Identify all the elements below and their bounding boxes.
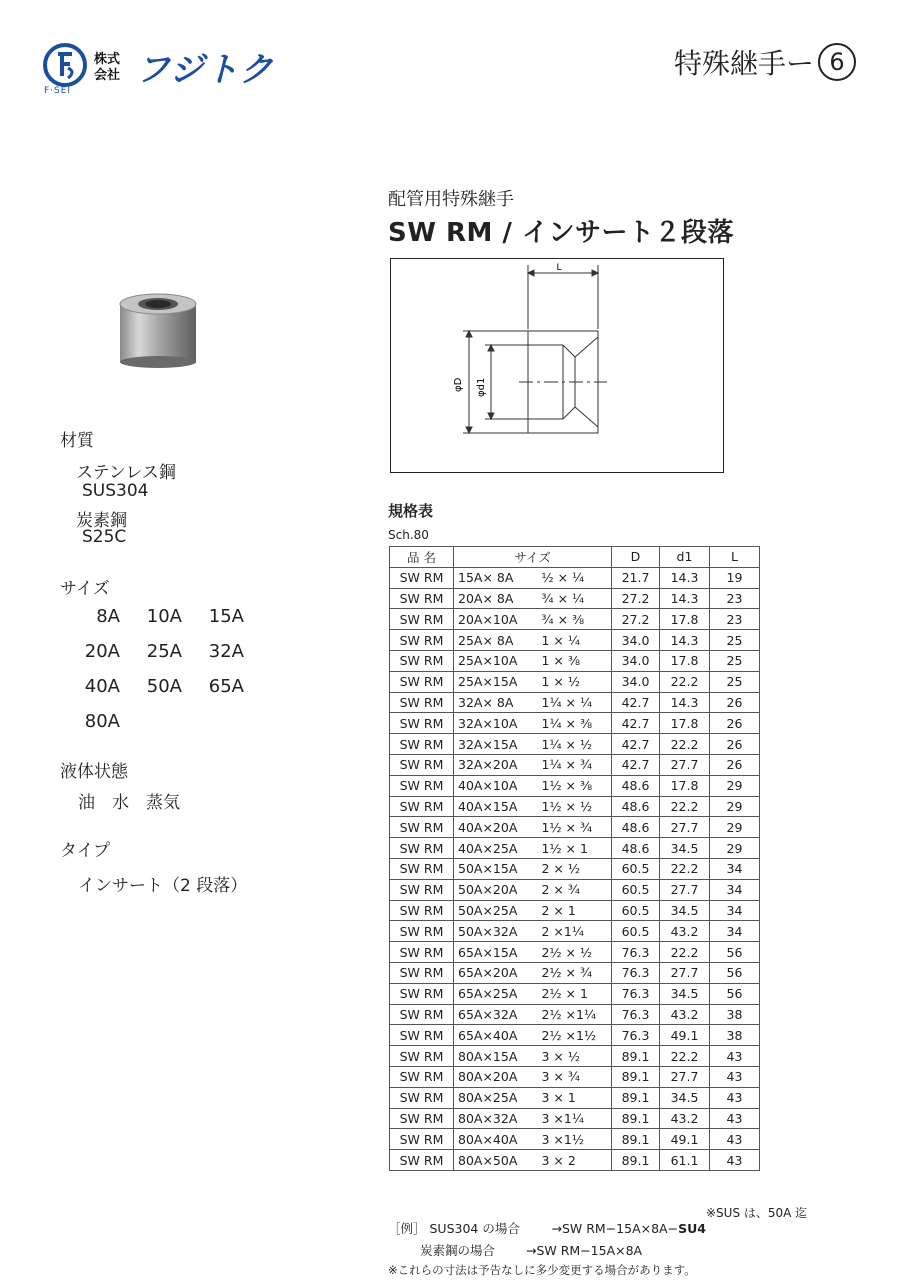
cell-size-nominal: 65A×40A [454,1025,528,1046]
cell-D: 76.3 [612,962,660,983]
cell-D: 89.1 [612,1150,660,1171]
example-2 [420,1241,642,1259]
diagram-drawing [391,259,723,472]
cell-L: 38 [710,1025,760,1046]
cell-L: 23 [710,588,760,609]
cell-L: 26 [710,754,760,775]
table-row [390,1046,760,1067]
dimension-diagram [390,258,724,473]
cell-size-nominal: 40A×15A [454,796,528,817]
cell-size-inch: 2 × ¾ [528,879,612,900]
cell-size-inch: 1½ × 1 [528,838,612,859]
cell-d1: 22.2 [660,1046,710,1067]
cell-D: 48.6 [612,838,660,859]
material-2-code: S25C [82,527,127,547]
cell-name: SW RM [390,754,454,775]
cell-D: 27.2 [612,609,660,630]
cell-size-inch: 3 × ¾ [528,1066,612,1087]
cell-d1: 49.1 [660,1129,710,1150]
cell-L: 23 [710,609,760,630]
cell-d1: 27.7 [660,879,710,900]
cell-L: 29 [710,796,760,817]
table-row [390,900,760,921]
disclaimer: ※これらの寸法は予告なしに多少変更する場合があります。 [388,1263,696,1277]
table-row [390,588,760,609]
table-row [390,1108,760,1129]
cell-size-nominal: 80A×20A [454,1066,528,1087]
table-row [390,962,760,983]
cell-name: SW RM [390,796,454,817]
size-item: 65A [208,676,244,697]
cell-L: 43 [710,1046,760,1067]
cell-size-nominal: 32A×20A [454,754,528,775]
cell-name: SW RM [390,942,454,963]
cell-d1: 17.8 [660,713,710,734]
category-label: 特殊継手ー [673,47,814,80]
cell-size-inch: 1¼ × ¼ [528,692,612,713]
cell-D: 34.0 [612,650,660,671]
cell-d1: 27.7 [660,962,710,983]
cell-size-nominal: 40A×25A [454,838,528,859]
cell-size-inch: 1½ × ½ [528,796,612,817]
table-row [390,921,760,942]
cell-name: SW RM [390,1004,454,1025]
table-row [390,817,760,838]
cell-L: 43 [710,1129,760,1150]
table-row [390,775,760,796]
cell-name: SW RM [390,817,454,838]
cell-D: 48.6 [612,796,660,817]
cell-size-inch: ¾ × ¼ [528,588,612,609]
cell-name: SW RM [390,1046,454,1067]
cell-d1: 34.5 [660,838,710,859]
category-number: 6 [818,43,856,81]
cell-size-inch: 1 × ¼ [528,630,612,651]
table-row [390,754,760,775]
cell-D: 76.3 [612,1004,660,1025]
material-heading: 材質 [60,431,94,451]
cell-D: 76.3 [612,983,660,1004]
sus-note: ※SUS は、50A 迄 [706,1206,808,1220]
cell-name: SW RM [390,1087,454,1108]
cell-d1: 14.3 [660,588,710,609]
cell-L: 25 [710,630,760,651]
cell-size-inch: 2 ×1¼ [528,921,612,942]
cell-L: 34 [710,879,760,900]
company-type-line2: 会社 [94,68,121,83]
material-1-code: SUS304 [82,481,149,501]
cell-name: SW RM [390,734,454,755]
cell-L: 29 [710,817,760,838]
cell-size-nominal: 80A×40A [454,1129,528,1150]
label-phi-d1: φd1 [476,377,487,397]
cell-name: SW RM [390,609,454,630]
company-type-line1: 株式 [94,52,121,67]
cell-name: SW RM [390,588,454,609]
cell-L: 25 [710,671,760,692]
table-row [390,983,760,1004]
cell-name: SW RM [390,1108,454,1129]
cell-d1: 27.7 [660,817,710,838]
cell-size-nominal: 25A× 8A [454,630,528,651]
cell-size-inch: 3 × 2 [528,1150,612,1171]
size-item: 25A [146,641,182,662]
example-1-suffix: SU4 [678,1221,706,1236]
table-row [390,671,760,692]
cell-size-inch: 2½ ×1¼ [528,1004,612,1025]
cell-name: SW RM [390,775,454,796]
cell-L: 34 [710,921,760,942]
table-header-row [390,547,760,568]
cell-size-nominal: 50A×32A [454,921,528,942]
cell-D: 76.3 [612,942,660,963]
cell-name: SW RM [390,983,454,1004]
cell-size-nominal: 50A×25A [454,900,528,921]
table-row [390,609,760,630]
cell-D: 89.1 [612,1066,660,1087]
cell-size-inch: ¾ × ⅜ [528,609,612,630]
table-row [390,734,760,755]
cell-d1: 27.7 [660,754,710,775]
cell-size-inch: 1¼ × ⅜ [528,713,612,734]
cell-size-nominal: 40A×20A [454,817,528,838]
cell-d1: 34.5 [660,983,710,1004]
cell-D: 34.0 [612,630,660,651]
cell-size-nominal: 25A×15A [454,671,528,692]
cell-size-inch: 3 × 1 [528,1087,612,1108]
material-1-name: ステンレス鋼 [76,463,176,483]
label-phi-D: φD [453,377,464,392]
cell-d1: 17.8 [660,650,710,671]
cell-D: 60.5 [612,858,660,879]
size-item: 80A [84,711,120,732]
material-2-name: 炭素鋼 [76,511,127,531]
size-heading: サイズ [60,579,110,599]
cell-d1: 34.5 [660,900,710,921]
cell-size-inch: 2½ × 1 [528,983,612,1004]
spec-table [389,546,760,1171]
cell-L: 29 [710,838,760,859]
table-row [390,942,760,963]
fluid-heading: 液体状態 [60,762,128,782]
cell-L: 43 [710,1066,760,1087]
col-header-L: L [710,547,760,568]
cell-size-inch: 2½ ×1½ [528,1025,612,1046]
cell-name: SW RM [390,838,454,859]
cell-name: SW RM [390,900,454,921]
table-row [390,879,760,900]
cell-L: 43 [710,1108,760,1129]
cell-size-nominal: 80A×25A [454,1087,528,1108]
cell-size-nominal: 20A× 8A [454,588,528,609]
cell-d1: 27.7 [660,1066,710,1087]
cell-d1: 14.3 [660,567,710,588]
cell-D: 42.7 [612,754,660,775]
size-item: 15A [208,606,244,627]
cell-L: 43 [710,1087,760,1108]
cell-size-inch: 1 × ⅜ [528,650,612,671]
cell-size-inch: 3 ×1½ [528,1129,612,1150]
spec-table-title: 規格表 [388,502,434,520]
table-row [390,630,760,651]
logo-mark-label: F·SEI [44,86,72,96]
cell-size-nominal: 80A×15A [454,1046,528,1067]
cell-d1: 43.2 [660,1108,710,1129]
size-item: 20A [84,641,120,662]
table-row [390,1025,760,1046]
cell-L: 38 [710,1004,760,1025]
cell-d1: 22.2 [660,796,710,817]
table-row [390,1129,760,1150]
table-row [390,1004,760,1025]
cell-D: 60.5 [612,900,660,921]
cell-size-nominal: 32A×15A [454,734,528,755]
size-item: 32A [208,641,244,662]
table-row [390,796,760,817]
cell-L: 56 [710,942,760,963]
cell-L: 25 [710,650,760,671]
table-row [390,838,760,859]
cell-d1: 14.3 [660,630,710,651]
cell-size-inch: 3 × ½ [528,1046,612,1067]
cell-D: 27.2 [612,588,660,609]
cell-L: 56 [710,983,760,1004]
cell-D: 21.7 [612,567,660,588]
cell-name: SW RM [390,879,454,900]
cell-L: 34 [710,900,760,921]
table-row [390,567,760,588]
size-item: 40A [84,676,120,697]
cell-size-nominal: 32A×10A [454,713,528,734]
cell-D: 60.5 [612,921,660,942]
cell-size-nominal: 65A×25A [454,983,528,1004]
cell-D: 42.7 [612,692,660,713]
cell-size-nominal: 80A×32A [454,1108,528,1129]
cell-name: SW RM [390,713,454,734]
cell-L: 26 [710,734,760,755]
col-header-d1: d1 [660,547,710,568]
fujitoku-logo-mark-icon [42,42,88,88]
cell-name: SW RM [390,671,454,692]
table-row [390,692,760,713]
cell-L: 34 [710,858,760,879]
cell-size-nominal: 25A×10A [454,650,528,671]
size-item: 50A [146,676,182,697]
cell-size-nominal: 65A×20A [454,962,528,983]
cell-L: 56 [710,962,760,983]
product-photo [108,288,208,368]
cell-size-inch: 1½ × ⅜ [528,775,612,796]
page-category [674,42,856,82]
cell-size-inch: 1½ × ¾ [528,817,612,838]
example-1-code: →SW RM−15A×8A− [551,1221,679,1236]
table-row [390,1066,760,1087]
company-logo [42,40,282,100]
cell-size-nominal: 15A× 8A [454,567,528,588]
cell-size-nominal: 20A×10A [454,609,528,630]
cell-size-inch: 1¼ × ½ [528,734,612,755]
label-L: L [556,263,562,273]
size-list [56,606,244,732]
type-value: インサート（2 段落） [78,876,248,896]
cell-L: 29 [710,775,760,796]
cell-d1: 22.2 [660,671,710,692]
cell-d1: 17.8 [660,609,710,630]
col-header-name: 品 名 [390,547,454,568]
cell-name: SW RM [390,567,454,588]
cell-name: SW RM [390,1150,454,1171]
table-row [390,713,760,734]
cell-name: SW RM [390,1129,454,1150]
cell-D: 34.0 [612,671,660,692]
cell-D: 42.7 [612,713,660,734]
example-2-code: →SW RM−15A×8A [525,1243,643,1258]
fluid-value: 油 水 蒸気 [78,793,180,813]
cell-D: 89.1 [612,1129,660,1150]
cell-D: 89.1 [612,1046,660,1067]
cell-size-inch: 1¼ × ¾ [528,754,612,775]
example-label: ［例］ [388,1221,426,1236]
cell-L: 43 [710,1150,760,1171]
cell-L: 26 [710,713,760,734]
cell-D: 48.6 [612,817,660,838]
col-header-size: サイズ [454,547,612,568]
product-title: SW RM / インサート２段落 [388,218,734,248]
cell-d1: 49.1 [660,1025,710,1046]
cell-size-nominal: 32A× 8A [454,692,528,713]
brand-name: フジトク [136,50,274,90]
cell-size-nominal: 50A×15A [454,858,528,879]
cell-D: 89.1 [612,1108,660,1129]
example-2-case: 炭素鋼の場合 [420,1243,496,1258]
cell-L: 19 [710,567,760,588]
cell-d1: 22.2 [660,942,710,963]
cell-D: 89.1 [612,1087,660,1108]
cell-D: 42.7 [612,734,660,755]
cell-name: SW RM [390,1025,454,1046]
cell-size-inch: 2½ × ½ [528,942,612,963]
cell-size-nominal: 80A×50A [454,1150,528,1171]
product-subtitle: 配管用特殊継手 [388,189,514,210]
type-heading: タイプ [60,841,111,861]
cell-size-inch: 1 × ½ [528,671,612,692]
cell-D: 60.5 [612,879,660,900]
table-body [390,567,760,1170]
cell-d1: 17.8 [660,775,710,796]
example-1-case: SUS304 の場合 [429,1221,520,1236]
cell-size-nominal: 65A×32A [454,1004,528,1025]
cell-L: 26 [710,692,760,713]
cell-d1: 22.2 [660,734,710,755]
cell-name: SW RM [390,630,454,651]
col-header-D: D [612,547,660,568]
cell-size-inch: 2 × ½ [528,858,612,879]
table-row [390,858,760,879]
cell-name: SW RM [390,1066,454,1087]
cell-name: SW RM [390,921,454,942]
table-row [390,650,760,671]
cell-size-inch: 2½ × ¾ [528,962,612,983]
table-row [390,1150,760,1171]
cell-size-nominal: 40A×10A [454,775,528,796]
cell-size-inch: ½ × ¼ [528,567,612,588]
cell-size-inch: 2 × 1 [528,900,612,921]
cell-name: SW RM [390,962,454,983]
cell-name: SW RM [390,858,454,879]
cell-d1: 14.3 [660,692,710,713]
cell-size-nominal: 50A×20A [454,879,528,900]
cell-D: 48.6 [612,775,660,796]
example-1 [388,1219,706,1237]
cell-d1: 22.2 [660,858,710,879]
table-row [390,1087,760,1108]
size-item: 8A [96,606,120,627]
cell-size-inch: 3 ×1¼ [528,1108,612,1129]
cell-d1: 34.5 [660,1087,710,1108]
size-item: 10A [146,606,182,627]
cell-d1: 43.2 [660,921,710,942]
cell-name: SW RM [390,650,454,671]
spec-table-schedule: Sch.80 [388,528,429,542]
cell-name: SW RM [390,692,454,713]
cell-d1: 61.1 [660,1150,710,1171]
cell-D: 76.3 [612,1025,660,1046]
cell-d1: 43.2 [660,1004,710,1025]
cell-size-nominal: 65A×15A [454,942,528,963]
